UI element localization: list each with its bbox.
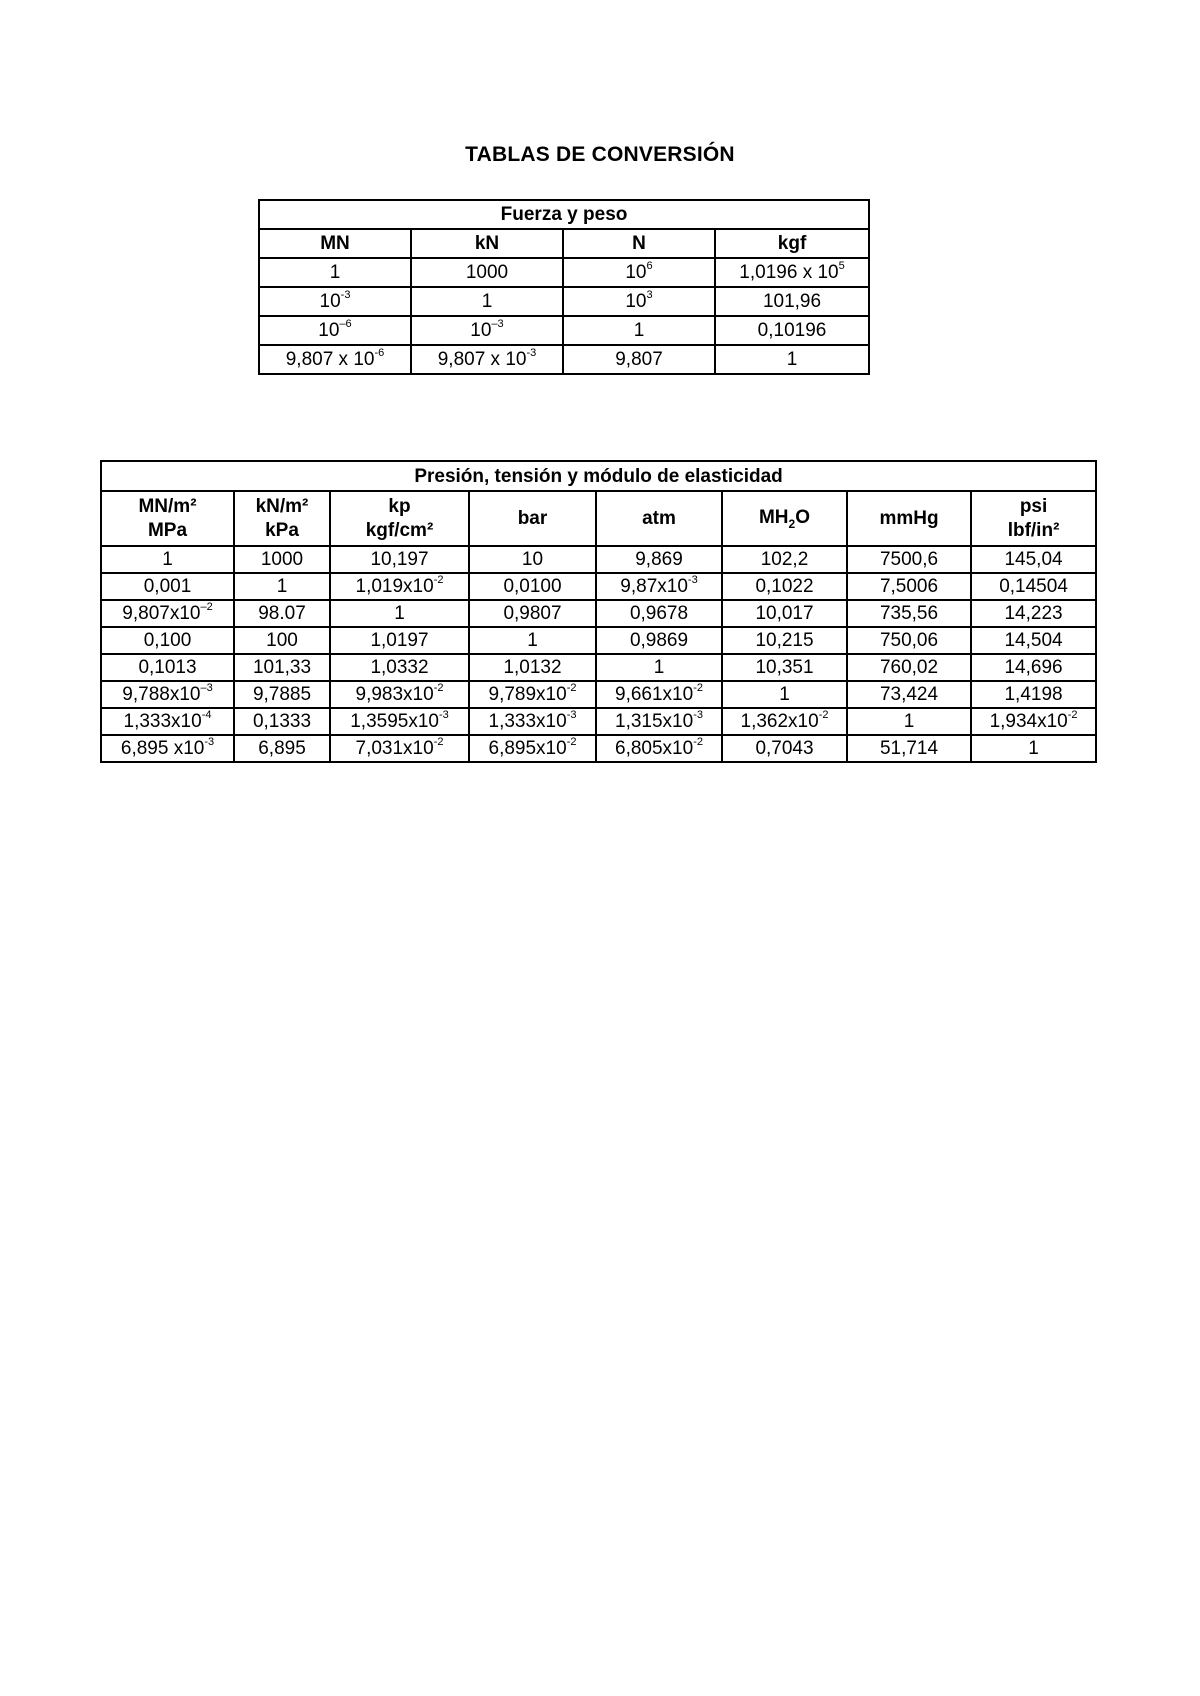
- cell-value: 6,805x10: [615, 738, 694, 759]
- table-cell: [722, 573, 847, 600]
- table-row: [259, 287, 869, 316]
- cell-value: 101,96: [762, 291, 822, 312]
- cell-value: 1,0132: [503, 657, 562, 678]
- cell-value: 6,895 x10: [120, 738, 205, 759]
- cell-exponent: -3: [340, 289, 351, 301]
- table-cell: [259, 287, 411, 316]
- cell-value: 9,789x10: [488, 684, 567, 705]
- cell-value: 10: [470, 320, 492, 341]
- table-cell: [971, 681, 1096, 708]
- table-cell: [101, 573, 234, 600]
- table-cell: [234, 546, 330, 573]
- cell-value: 1000: [260, 549, 304, 570]
- table-cell: [469, 600, 596, 627]
- table-cell: [469, 654, 596, 681]
- header-line: kPa: [265, 519, 299, 541]
- cell-value: 1,3595x10: [350, 711, 439, 732]
- table-cell: [411, 316, 563, 345]
- table-cell: [469, 735, 596, 762]
- header-line-tail: O: [795, 506, 811, 528]
- table-cell: [563, 316, 715, 345]
- table-cell: [596, 600, 722, 627]
- cell-value: 1: [779, 684, 790, 705]
- cell-exponent: -2: [433, 574, 444, 586]
- table-cell: [596, 654, 722, 681]
- force-conversion-table: [258, 199, 870, 375]
- cell-value: 7,5006: [879, 576, 939, 597]
- cell-value: 6,895: [258, 738, 306, 759]
- table-cell: [596, 627, 722, 654]
- cell-value: 14,696: [1004, 657, 1063, 678]
- cell-value: 0,100: [143, 630, 192, 651]
- cell-value: 0,1333: [252, 711, 312, 732]
- table-cell: [330, 627, 469, 654]
- header-line: lbf/in²: [1007, 519, 1060, 541]
- pressure-table-caption: Presión, tensión y módulo de elasticidad: [101, 461, 1096, 491]
- table-row: [259, 345, 869, 374]
- pressure-conversion-table: [100, 460, 1097, 763]
- column-header: [330, 491, 469, 546]
- table-cell: [330, 546, 469, 573]
- header-line: kgf/cm²: [365, 519, 434, 541]
- cell-value: 10,215: [755, 630, 814, 651]
- header-line: psi: [1019, 495, 1048, 517]
- header-line: MN/m²: [138, 495, 197, 517]
- table-cell: [596, 735, 722, 762]
- table-row: [101, 654, 1096, 681]
- column-header: [469, 491, 596, 546]
- table-cell: [101, 708, 234, 735]
- table-cell: [847, 654, 971, 681]
- table-cell: [101, 546, 234, 573]
- cell-value: 760,02: [879, 657, 939, 678]
- cell-value: 9,807 x 10: [285, 349, 375, 370]
- cell-exponent: -3: [204, 736, 215, 748]
- cell-value: 73,424: [879, 684, 939, 705]
- cell-value: 9,869: [635, 549, 683, 570]
- force-table-caption: Fuerza y peso: [259, 200, 869, 229]
- table-cell: [847, 735, 971, 762]
- column-header: [234, 491, 330, 546]
- table-cell: [259, 316, 411, 345]
- table-cell: [847, 708, 971, 735]
- cell-value: 1: [329, 262, 341, 283]
- table-cell: [847, 546, 971, 573]
- table-cell: [234, 654, 330, 681]
- cell-value: 100: [266, 630, 298, 651]
- cell-value: 9,807 x 10: [437, 349, 527, 370]
- cell-value: 0,0100: [503, 576, 562, 597]
- table-cell: [722, 708, 847, 735]
- table-cell: [722, 546, 847, 573]
- cell-value: 1: [162, 549, 173, 570]
- header-subscript: 2: [788, 516, 796, 531]
- table-cell: [596, 708, 722, 735]
- cell-value: 10,197: [370, 549, 429, 570]
- cell-value: 7500,6: [879, 549, 939, 570]
- table-cell: [469, 627, 596, 654]
- column-header: [722, 491, 847, 546]
- header-line: mmHg: [879, 507, 939, 529]
- table-row: [259, 258, 869, 287]
- table-cell: [101, 681, 234, 708]
- cell-value: 14,223: [1004, 603, 1063, 624]
- table-cell: [722, 654, 847, 681]
- cell-exponent: -3: [526, 347, 537, 359]
- table-cell: [101, 654, 234, 681]
- cell-exponent: -3: [687, 574, 698, 586]
- cell-value: 10: [319, 291, 341, 312]
- table-cell: [469, 681, 596, 708]
- table-cell: [469, 708, 596, 735]
- cell-value: 0,9807: [503, 603, 562, 624]
- table-row: [101, 546, 1096, 573]
- cell-value: 1,362x10: [740, 711, 819, 732]
- table-cell: [722, 627, 847, 654]
- cell-value: 1: [481, 291, 493, 312]
- table-cell: [259, 258, 411, 287]
- column-header: kgf: [715, 229, 869, 258]
- cell-value: 10: [521, 549, 544, 570]
- cell-value: 6,895x10: [488, 738, 567, 759]
- table-cell: [971, 735, 1096, 762]
- table-cell: [971, 600, 1096, 627]
- cell-value: 145,04: [1004, 549, 1063, 570]
- cell-value: 1: [1028, 738, 1039, 759]
- table-cell: [101, 600, 234, 627]
- table-cell: [847, 600, 971, 627]
- table-cell: [330, 708, 469, 735]
- cell-exponent: –6: [339, 318, 352, 330]
- table-row: [101, 600, 1096, 627]
- table-cell: [722, 735, 847, 762]
- table-cell: [715, 287, 869, 316]
- cell-exponent: 3: [646, 289, 653, 301]
- table-row: [101, 627, 1096, 654]
- cell-value: 1,0332: [370, 657, 429, 678]
- table-cell: [722, 681, 847, 708]
- table-cell: [330, 600, 469, 627]
- cell-value: 101,33: [252, 657, 312, 678]
- cell-value: 14,504: [1004, 630, 1063, 651]
- table-cell: [411, 258, 563, 287]
- cell-value: 10: [625, 262, 647, 283]
- cell-value: 10,351: [755, 657, 814, 678]
- cell-value: 10: [625, 291, 647, 312]
- cell-value: 1,0197: [370, 630, 429, 651]
- cell-value: 0,001: [143, 576, 192, 597]
- cell-exponent: –2: [200, 601, 213, 613]
- cell-value: 1,019x10: [355, 576, 434, 597]
- table-cell: [596, 546, 722, 573]
- cell-exponent: -3: [438, 709, 449, 721]
- table-cell: [411, 287, 563, 316]
- cell-value: 0,9678: [629, 603, 689, 624]
- table-cell: [469, 573, 596, 600]
- cell-exponent: -3: [566, 709, 577, 721]
- header-line: bar: [517, 507, 548, 529]
- cell-value: 1,4198: [1004, 684, 1063, 705]
- cell-value: 1: [394, 603, 405, 624]
- cell-value: 9,87x10: [620, 576, 688, 597]
- table-cell: [101, 627, 234, 654]
- cell-exponent: -6: [374, 347, 385, 359]
- cell-exponent: -4: [201, 709, 212, 721]
- cell-exponent: 6: [646, 260, 653, 272]
- cell-value: 1,315x10: [615, 711, 694, 732]
- table-cell: [469, 546, 596, 573]
- table-cell: [971, 708, 1096, 735]
- table-row: [101, 573, 1096, 600]
- cell-exponent: –3: [200, 682, 213, 694]
- column-header: [596, 491, 722, 546]
- table-cell: [847, 573, 971, 600]
- cell-exponent: -2: [566, 682, 577, 694]
- cell-value: 9,788x10: [122, 684, 201, 705]
- table-cell: [715, 345, 869, 374]
- table-cell: [971, 546, 1096, 573]
- cell-value: 51,714: [879, 738, 939, 759]
- cell-value: 1: [653, 657, 665, 678]
- cell-value: 9,7885: [252, 684, 312, 705]
- cell-value: 750,06: [879, 630, 939, 651]
- table-cell: [971, 654, 1096, 681]
- table-cell: [411, 345, 563, 374]
- cell-value: 735,56: [879, 603, 939, 624]
- table-cell: [234, 735, 330, 762]
- cell-value: 0,9869: [629, 630, 689, 651]
- table-row: [101, 708, 1096, 735]
- cell-value: 9,661x10: [615, 684, 694, 705]
- table-cell: [234, 573, 330, 600]
- cell-exponent: -2: [1067, 709, 1078, 721]
- table-cell: [715, 316, 869, 345]
- cell-exponent: -2: [818, 709, 829, 721]
- table-cell: [330, 573, 469, 600]
- column-header: N: [563, 229, 715, 258]
- cell-value: 9,807: [615, 349, 663, 370]
- cell-value: 1,934x10: [989, 711, 1068, 732]
- table-cell: [596, 681, 722, 708]
- cell-value: 1: [276, 576, 288, 597]
- table-cell: [330, 681, 469, 708]
- cell-exponent: -2: [433, 736, 444, 748]
- table-cell: [234, 708, 330, 735]
- cell-value: 1: [903, 711, 915, 732]
- column-header: [971, 491, 1096, 546]
- table-cell: [971, 627, 1096, 654]
- table-cell: [259, 345, 411, 374]
- table-cell: [847, 627, 971, 654]
- table-row: [101, 681, 1096, 708]
- cell-value: 0,10196: [757, 320, 827, 341]
- cell-value: 1,333x10: [488, 711, 567, 732]
- cell-value: 10: [318, 320, 340, 341]
- header-line: kN/m²: [255, 495, 309, 517]
- table-cell: [563, 345, 715, 374]
- table-cell: [971, 573, 1096, 600]
- cell-value: 9,983x10: [355, 684, 434, 705]
- cell-value: 1,0196 x 10: [739, 262, 839, 283]
- cell-value: 1: [786, 349, 798, 370]
- table-cell: [234, 627, 330, 654]
- table-cell: [563, 287, 715, 316]
- table-cell: [101, 735, 234, 762]
- header-line: MPa: [147, 519, 188, 541]
- cell-value: 1,333x10: [123, 711, 202, 732]
- cell-value: 0,7043: [755, 738, 814, 759]
- cell-exponent: -2: [693, 736, 703, 748]
- table-cell: [563, 258, 715, 287]
- cell-value: 0,1022: [755, 576, 814, 597]
- cell-value: 102,2: [760, 549, 809, 570]
- cell-value: 98.07: [258, 603, 306, 624]
- cell-exponent: -2: [693, 682, 703, 694]
- table-cell: [234, 600, 330, 627]
- table-cell: [596, 573, 722, 600]
- table-row: [259, 316, 869, 345]
- cell-value: 7,031x10: [355, 738, 434, 759]
- cell-value: 0,1013: [138, 657, 197, 678]
- column-header: MN: [259, 229, 411, 258]
- header-line: MH: [758, 506, 789, 528]
- column-header: [847, 491, 971, 546]
- cell-value: 10,017: [755, 603, 814, 624]
- table-cell: [330, 654, 469, 681]
- header-line: atm: [642, 507, 676, 529]
- table-cell: [330, 735, 469, 762]
- table-cell: [715, 258, 869, 287]
- cell-value: 1: [633, 320, 645, 341]
- cell-exponent: –3: [491, 318, 504, 330]
- column-header: kN: [411, 229, 563, 258]
- table-cell: [847, 681, 971, 708]
- header-line: kp: [388, 495, 411, 517]
- cell-value: 0,14504: [999, 576, 1068, 597]
- cell-value: 1000: [465, 262, 509, 283]
- cell-exponent: -2: [566, 736, 577, 748]
- table-cell: [234, 681, 330, 708]
- table-cell: [722, 600, 847, 627]
- cell-value: 9,807x10: [122, 603, 201, 624]
- page-title: TABLAS DE CONVERSIÓN: [465, 143, 735, 166]
- table-row: [101, 735, 1096, 762]
- cell-value: 1: [527, 630, 538, 651]
- cell-exponent: -2: [433, 682, 444, 694]
- column-header: [101, 491, 234, 546]
- cell-exponent: 5: [838, 260, 845, 272]
- cell-exponent: -3: [693, 709, 703, 721]
